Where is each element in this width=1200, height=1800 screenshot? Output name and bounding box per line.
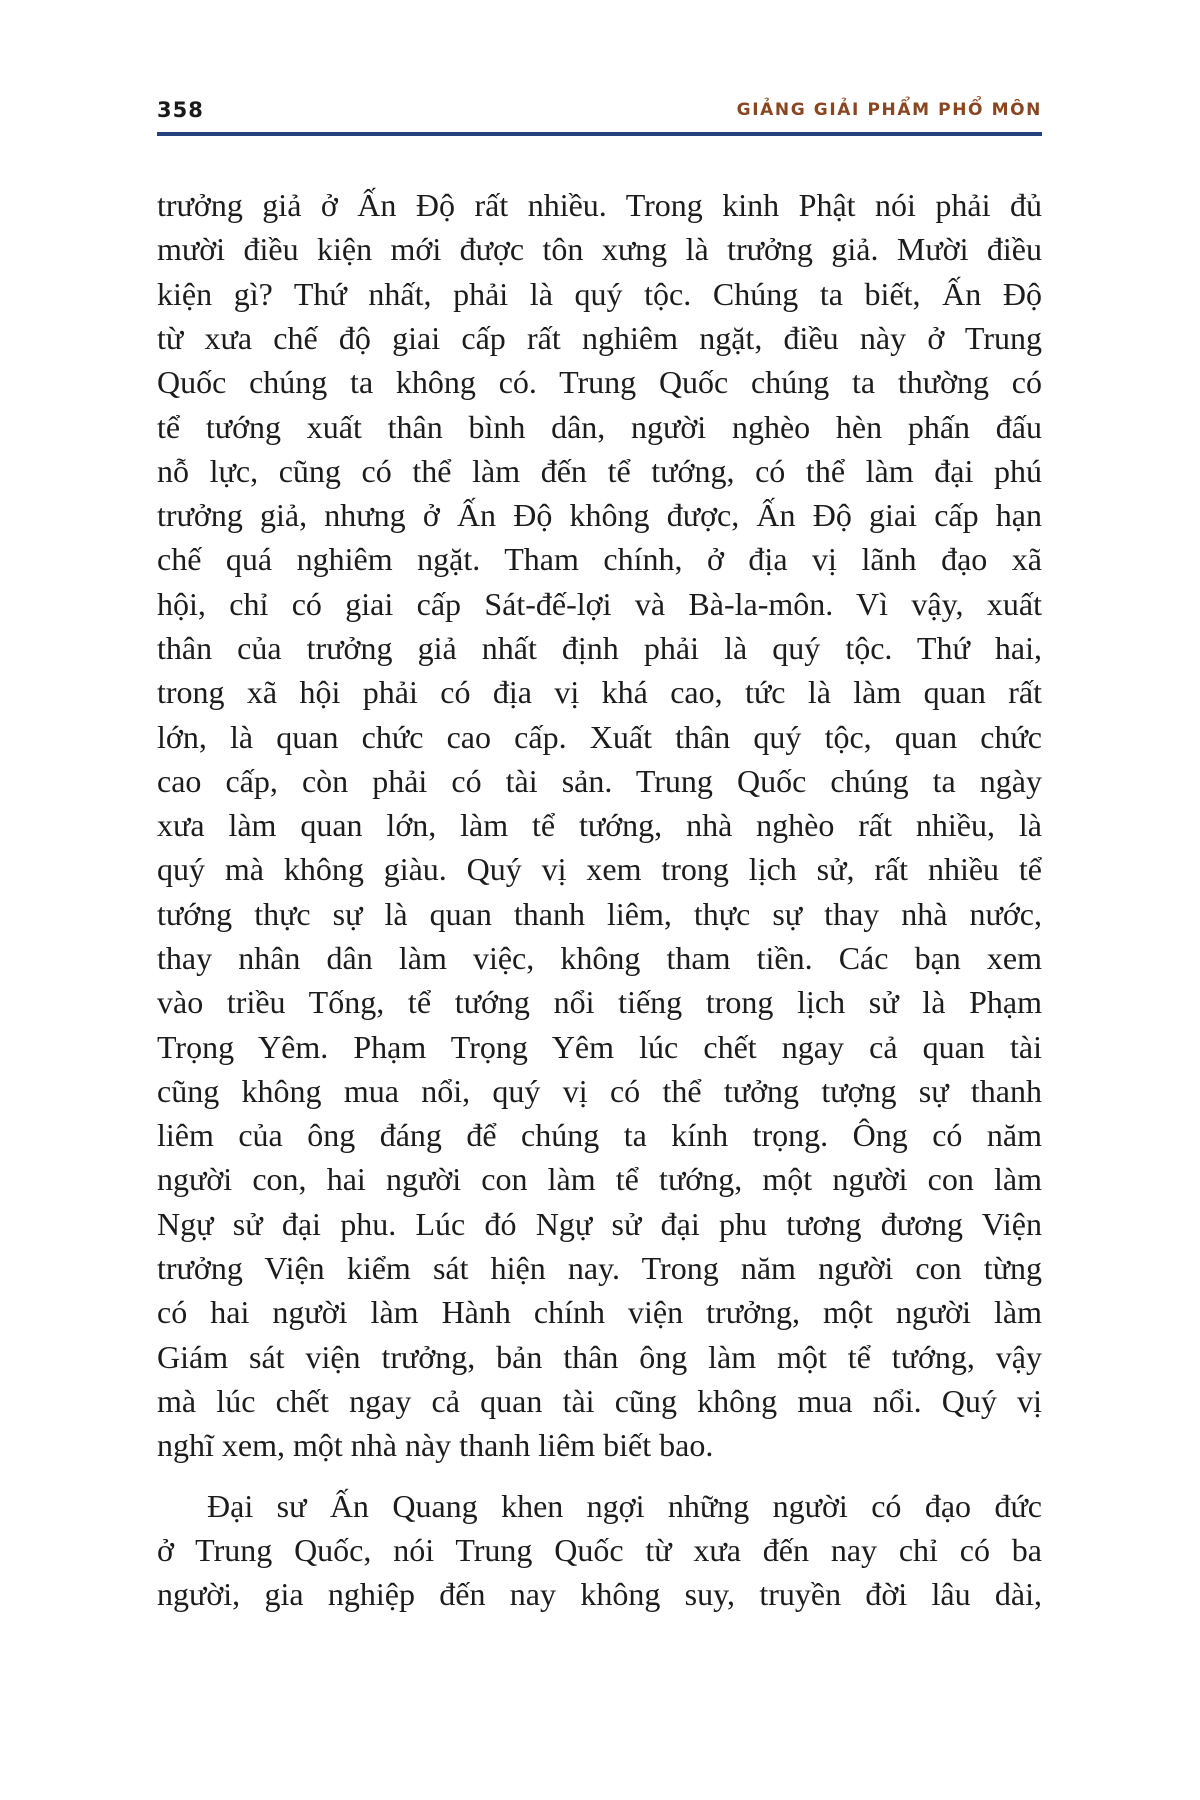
text-line: Trọng Yêm. Phạm Trọng Yêm lúc chết ngay cả quan tài bbox=[157, 1029, 1042, 1065]
text-line: quý mà không giàu. Quý vị xem trong lịch sử, rất nhiều tể bbox=[157, 851, 1042, 887]
text-line: tể tướng xuất thân bình dân, người nghèo hèn phấn đấu bbox=[157, 409, 1042, 445]
running-title: GIẢNG GIẢI PHẨM PHỔ MÔN bbox=[736, 100, 1042, 120]
header-rule bbox=[157, 132, 1042, 136]
text-line: trong xã hội phải có địa vị khá cao, tức là làm quan rất bbox=[157, 674, 1042, 710]
text-line: trưởng giả, nhưng ở Ấn Độ không được, Ấn Độ giai cấp hạn bbox=[157, 497, 1042, 533]
text-line: Quốc chúng ta không có. Trung Quốc chúng ta thường có bbox=[157, 364, 1042, 400]
page-number: 358 bbox=[157, 98, 204, 122]
text-line: cũng không mua nổi, quý vị có thể tưởng tượng sự thanh bbox=[157, 1073, 1042, 1109]
text-line: thân của trưởng giả nhất định phải là quý tộc. Thứ hai, bbox=[157, 630, 1042, 666]
text-line: xưa làm quan lớn, làm tể tướng, nhà nghèo rất nhiều, là bbox=[157, 807, 1042, 843]
text-line: vào triều Tống, tể tướng nổi tiếng trong lịch sử là Phạm bbox=[157, 984, 1042, 1020]
text-line: mà lúc chết ngay cả quan tài cũng không mua nổi. Quý vị bbox=[157, 1383, 1042, 1419]
text-line: người, gia nghiệp đến nay không suy, truyền đời lâu dài, bbox=[157, 1576, 1042, 1612]
text-line: người con, hai người con làm tể tướng, một người con làm bbox=[157, 1161, 1042, 1197]
text-line: có hai người làm Hành chính viện trưởng, một người làm bbox=[157, 1294, 1042, 1330]
text-line: mười điều kiện mới được tôn xưng là trưởng giả. Mười điều bbox=[157, 231, 1042, 267]
text-line: trưởng giả ở Ấn Độ rất nhiều. Trong kinh Phật nói phải đủ bbox=[157, 187, 1042, 223]
text-line: nghĩ xem, một nhà này thanh liêm biết bao. bbox=[157, 1427, 714, 1463]
text-line: kiện gì? Thứ nhất, phải là quý tộc. Chúng ta biết, Ấn Độ bbox=[157, 276, 1042, 312]
text-line: Đại sư Ấn Quang khen ngợi những người có đạo đức bbox=[207, 1488, 1042, 1524]
text-line: Giám sát viện trưởng, bản thân ông làm một tể tướng, vậy bbox=[157, 1339, 1042, 1375]
text-line: chế quá nghiêm ngặt. Tham chính, ở địa vị lãnh đạo xã bbox=[157, 541, 1042, 577]
text-line: ở Trung Quốc, nói Trung Quốc từ xưa đến nay chỉ có ba bbox=[157, 1532, 1042, 1568]
text-line: cao cấp, còn phải có tài sản. Trung Quốc chúng ta ngày bbox=[157, 763, 1042, 799]
text-line: tướng thực sự là quan thanh liêm, thực sự thay nhà nước, bbox=[157, 896, 1042, 932]
text-line: trưởng Viện kiểm sát hiện nay. Trong năm người con từng bbox=[157, 1250, 1042, 1286]
text-line: thay nhân dân làm việc, không tham tiền. Các bạn xem bbox=[157, 940, 1042, 976]
text-line: từ xưa chế độ giai cấp rất nghiêm ngặt, điều này ở Trung bbox=[157, 320, 1042, 356]
text-line: hội, chỉ có giai cấp Sát-đế-lợi và Bà-la-môn. Vì vậy, xuất bbox=[157, 586, 1042, 622]
text-line: liêm của ông đáng để chúng ta kính trọng. Ông có năm bbox=[157, 1117, 1042, 1153]
text-line: Ngự sử đại phu. Lúc đó Ngự sử đại phu tương đương Viện bbox=[157, 1206, 1042, 1242]
text-line: nỗ lực, cũng có thể làm đến tể tướng, có thể làm đại phú bbox=[157, 453, 1042, 489]
text-line: lớn, là quan chức cao cấp. Xuất thân quý tộc, quan chức bbox=[157, 719, 1042, 755]
